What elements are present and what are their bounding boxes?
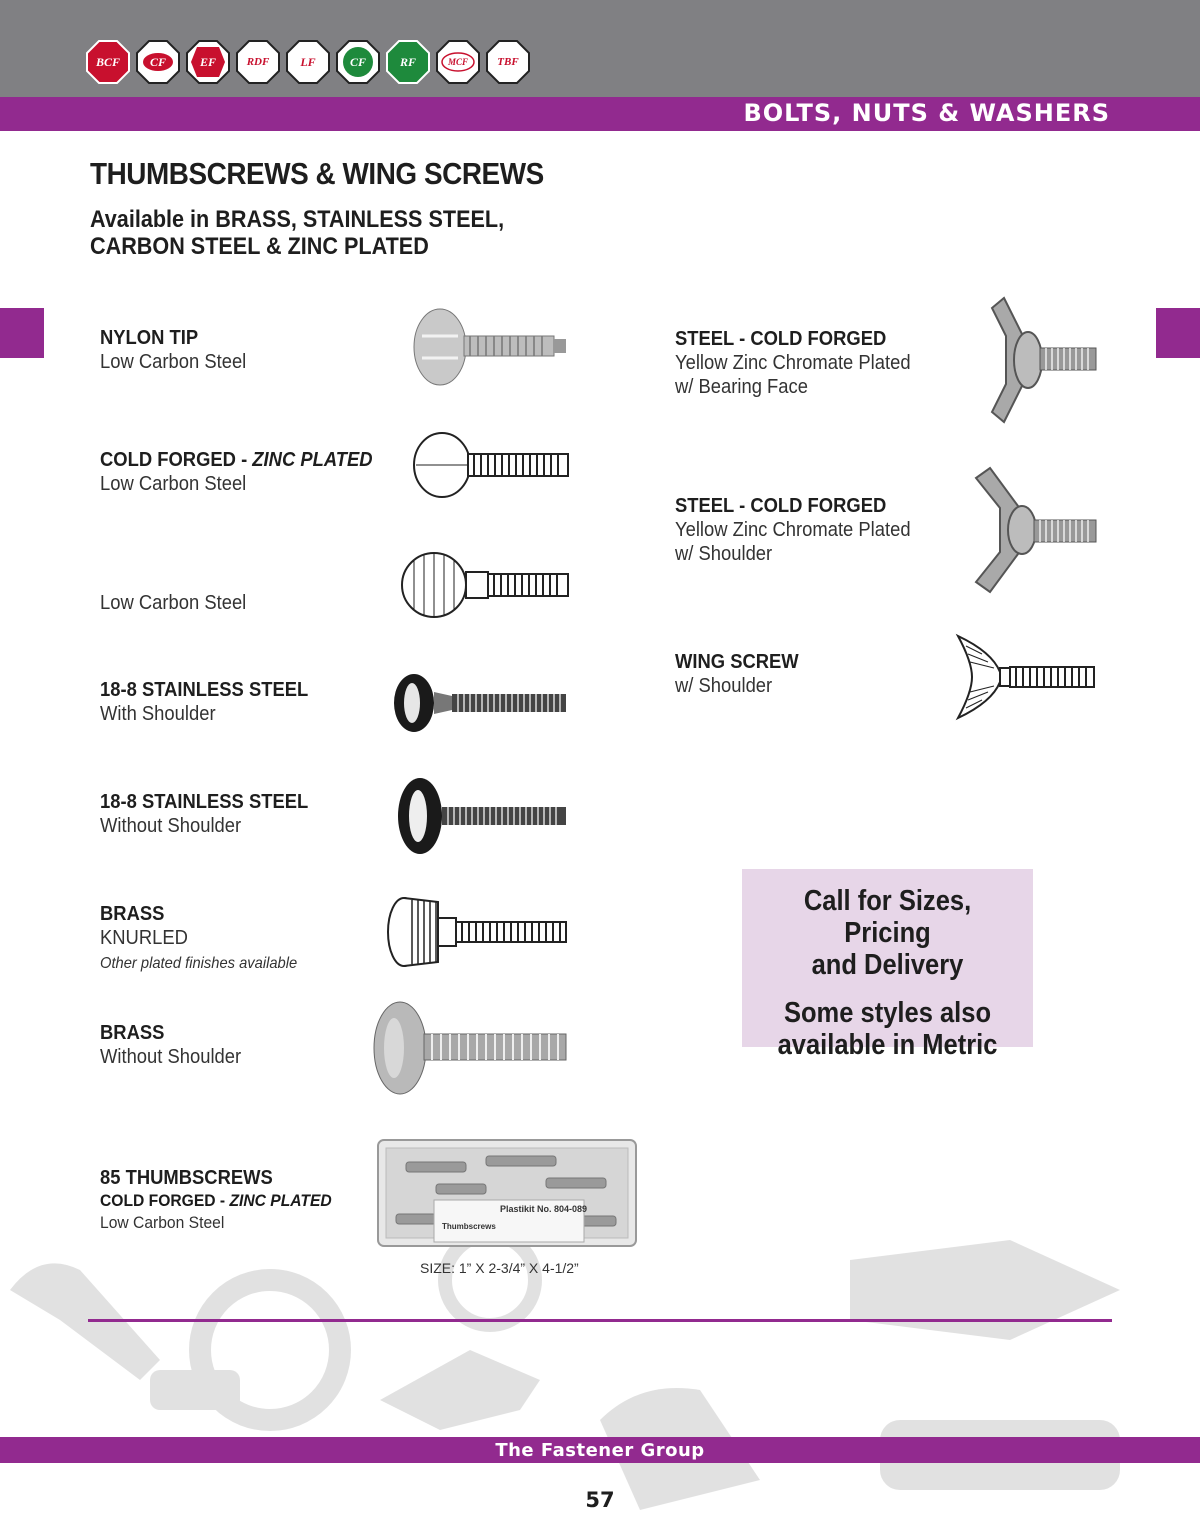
item-desc-2: w/ Shoulder xyxy=(675,543,773,565)
item-stainless-without-shoulder xyxy=(100,790,308,838)
item-low-carbon-steel xyxy=(100,591,246,615)
wing-nut-shoulder-image xyxy=(968,464,1100,596)
item-desc: Low Carbon Steel xyxy=(100,592,247,614)
item-wing-screw xyxy=(675,650,799,698)
item-title: WING SCREW xyxy=(675,651,799,673)
footer-band xyxy=(0,1437,1200,1463)
page-title: THUMBSCREWS & WING SCREWS xyxy=(90,156,544,191)
item-desc-2: w/ Bearing Face xyxy=(675,376,808,398)
item-brass-without-shoulder xyxy=(100,1021,241,1069)
callout-line-2: and Delivery xyxy=(811,949,964,981)
item-desc: KNURLED xyxy=(100,927,188,949)
callout-line-1: Call for Sizes, Pricing xyxy=(803,885,972,949)
callout-line-3: Some styles also xyxy=(783,997,992,1029)
logo-tbf: TBF xyxy=(486,40,530,84)
divider-rule xyxy=(88,1319,1112,1322)
section-title: BOLTS, NUTS & WASHERS xyxy=(743,99,1110,127)
item-desc: Low Carbon Steel xyxy=(100,473,247,495)
item-title: 18-8 STAINLESS STEEL xyxy=(100,791,309,813)
logo-rf: RF xyxy=(386,40,430,84)
item-wing-shoulder xyxy=(675,494,911,566)
page-subtitle xyxy=(90,206,504,260)
item-title: COLD FORGED - ZINC PLATED xyxy=(100,449,373,471)
thumbscrew-kit-box-image xyxy=(376,1138,640,1250)
section-band xyxy=(0,97,1200,131)
subtitle-line-1: Available in BRASS, STAINLESS STEEL, xyxy=(90,206,505,233)
brass-knurled-thumbscrew-image xyxy=(386,894,572,970)
item-subtitle: COLD FORGED - ZINC PLATED xyxy=(100,1191,332,1210)
item-desc: Low Carbon Steel xyxy=(100,351,247,373)
logo-cf-green: CF xyxy=(336,40,380,84)
kit-size-note: SIZE: 1” X 2-3/4” X 4-1/2” xyxy=(420,1260,579,1276)
item-stainless-with-shoulder xyxy=(100,678,308,726)
item-desc: Yellow Zinc Chromate Plated xyxy=(675,352,911,374)
logo-lf: LF xyxy=(286,40,330,84)
item-title: NYLON TIP xyxy=(100,327,199,349)
item-cold-forged-zinc xyxy=(100,448,373,496)
brand-logos xyxy=(86,40,530,84)
cold-forged-thumbscrew-image xyxy=(412,430,572,500)
page-number: 57 xyxy=(585,1488,615,1512)
item-desc: Yellow Zinc Chromate Plated xyxy=(675,519,911,541)
item-desc: Without Shoulder xyxy=(100,1046,242,1068)
item-desc: w/ Shoulder xyxy=(675,675,773,697)
shoulder-thumbscrew-image xyxy=(400,550,572,620)
item-title: STEEL - COLD FORGED xyxy=(675,328,887,350)
item-desc: Without Shoulder xyxy=(100,815,242,837)
item-title: 85 THUMBSCREWS xyxy=(100,1167,273,1189)
item-brass-knurled xyxy=(100,902,297,976)
item-85-thumbscrews-kit xyxy=(100,1166,332,1234)
nylon-tip-thumbscrew-image xyxy=(412,306,572,388)
logo-cf-red: CF xyxy=(136,40,180,84)
logo-bcf: BCF xyxy=(86,40,130,84)
logo-ef: EF xyxy=(186,40,230,84)
item-title: BRASS xyxy=(100,1022,165,1044)
footer-text: The Fastener Group xyxy=(495,1440,705,1461)
stainless-shoulder-thumbscrew-image xyxy=(392,672,572,734)
item-desc: Low Carbon Steel xyxy=(100,1213,225,1232)
kit-label-thumbscrews: Thumbscrews xyxy=(442,1222,496,1231)
subtitle-line-2: CARBON STEEL & ZINC PLATED xyxy=(90,233,429,260)
item-title: STEEL - COLD FORGED xyxy=(675,495,887,517)
header-bar xyxy=(0,0,1200,97)
item-nylon-tip xyxy=(100,326,246,374)
stainless-no-shoulder-thumbscrew-image xyxy=(396,776,572,856)
item-desc: With Shoulder xyxy=(100,703,216,725)
left-edge-tab xyxy=(0,308,44,358)
kit-label-plastikit: Plastikit No. 804-089 xyxy=(500,1204,588,1214)
logo-rdf: RDF xyxy=(236,40,280,84)
item-note: Other plated finishes available xyxy=(100,955,298,972)
item-wing-bearing-face xyxy=(675,327,911,399)
wing-screw-image xyxy=(952,632,1100,722)
logo-mcf: MCF xyxy=(436,40,480,84)
right-edge-tab xyxy=(1156,308,1200,358)
wing-nut-bearing-face-image xyxy=(984,294,1100,426)
call-for-pricing-box xyxy=(742,869,1033,1061)
callout-line-4: available in Metric xyxy=(777,1029,998,1061)
item-title: BRASS xyxy=(100,903,165,925)
item-title: 18-8 STAINLESS STEEL xyxy=(100,679,309,701)
brass-thumbscrew-image xyxy=(372,1000,572,1096)
